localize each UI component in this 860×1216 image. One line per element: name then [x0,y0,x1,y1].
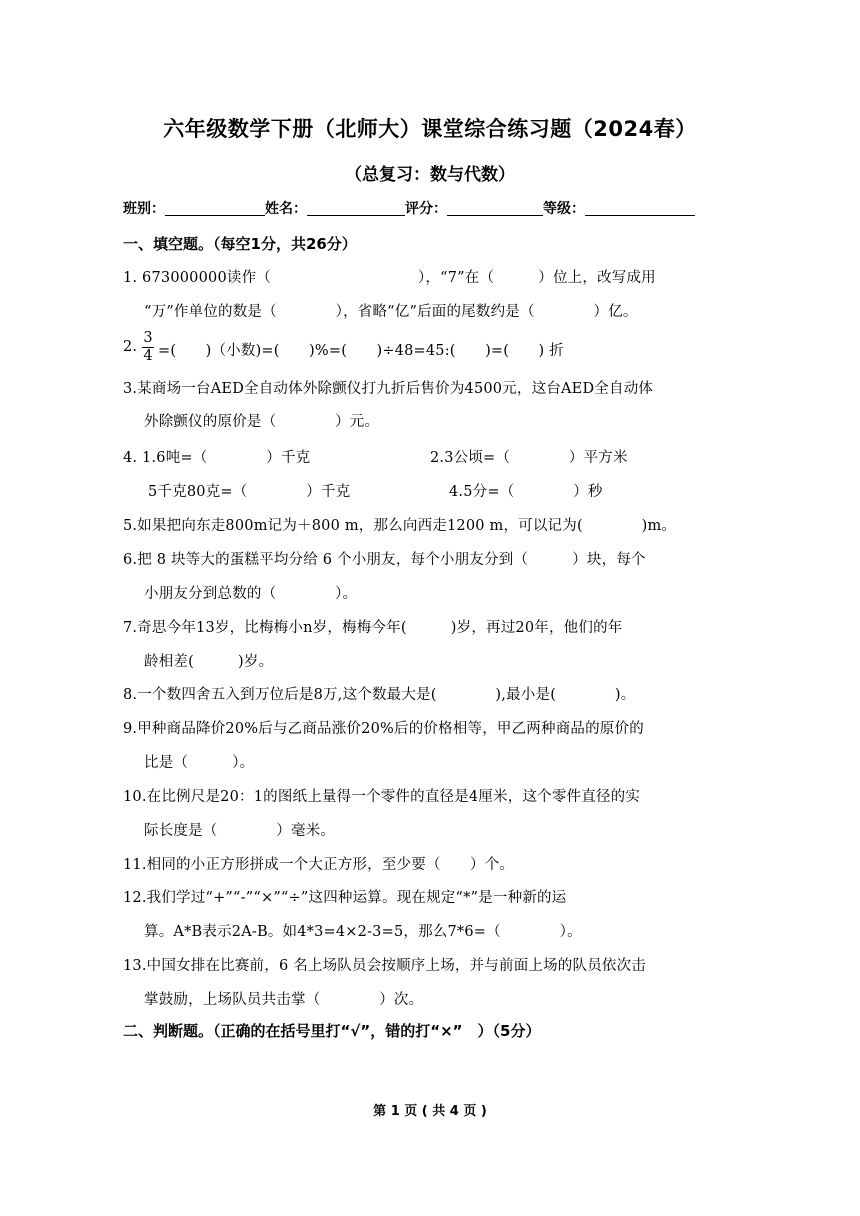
grade-label: 等级： [543,201,585,217]
question-2-text: =( )（小数)=( )%=( )÷48=45:( )=( ) 折 [158,343,564,359]
question-3-line-2: 外除颤仪的原价是（ ）元。 [144,414,380,430]
question-3-line-1: 3.某商场一台AED全自动体外除颤仪打九折后售价为4500元，这台AED全自动体 [123,381,654,397]
question-4-item-4: 4.5分=（ ）秒 [449,484,603,500]
question-9-line-2: 比是（ ）。 [144,755,255,771]
question-4-item-3: 5千克80克=（ ）千克 [148,484,351,500]
name-blank[interactable] [307,201,405,216]
question-4-item-2: 2.3公顷=（ ）平方米 [430,450,628,466]
question-10-line-1: 10.在比例尺是20：1的图纸上量得一个零件的直径是4厘米，这个零件直径的实 [123,789,641,805]
question-13-line-2: 掌鼓励，上场队员共击掌（ ）次。 [144,992,424,1008]
question-6-line-1: 6.把 8 块等大的蛋糕平均分给 6 个小朋友，每个小朋友分到（ ）块，每个 [123,552,646,568]
section-1-title: 一、填空题。（每空1分，共26分） [123,235,357,253]
question-6-line-2: 小朋友分到总数的（ ）。 [144,586,358,602]
question-10-line-2: 际长度是（ ）毫米。 [144,823,336,839]
grade-blank[interactable] [585,201,695,216]
fraction-denominator: 4 [143,348,153,364]
question-12-line-2: 算。A*B表示2A-B。如4*3=4×2-3=5，那么7*6=（ ）。 [144,924,582,940]
question-4-item-1: 4. 1.6吨=（ ）千克 [123,450,311,466]
fraction-three-quarters [141,330,155,365]
page-subtitle: （总复习：数与代数） [345,165,515,185]
section-2-title: 二、判断题。（正确的在括号里打“√”，错的打“×” ）（5分） [123,1022,541,1040]
question-11: 11.相同的小正方形拼成一个大正方形，至少要（ ）个。 [123,857,515,873]
question-5: 5.如果把向东走800m记为＋800 m，那么向西走1200 m，可以记为( )m。 [123,518,677,534]
question-13-line-1: 13.中国女排在比赛前，6 名上场队员会按顺序上场，并与前面上场的队员依次击 [123,958,646,974]
class-blank[interactable] [165,201,265,216]
student-info-row [123,198,695,218]
question-8: 8.一个数四舍五入到万位后是8万,这个数最大是( ),最小是( )。 [123,687,636,703]
question-7-line-1: 7.奇思今年13岁，比梅梅小n岁，梅梅今年( )岁，再过20年，他们的年 [123,620,623,636]
score-label: 评分： [405,201,447,217]
question-1-line-2: “万”作单位的数是（ ），省略“亿”后面的尾数约是（ ）亿。 [144,304,638,320]
question-12-line-1: 12.我们学过“+”“-”“×”“÷”这四种运算。现在规定“*”是一种新的运 [123,890,567,906]
question-9-line-1: 9.甲种商品降价20%后与乙商品涨价20%后的价格相等，甲乙两种商品的原价的 [123,721,644,737]
question-2-number: 2. [123,339,138,355]
question-7-line-2: 龄相差( )岁。 [144,654,274,670]
fraction-numerator: 3 [143,330,153,346]
class-label: 班别： [123,201,165,217]
page-title: 六年级数学下册（北师大）课堂综合练习题（2024春） [163,117,697,141]
name-label: 姓名： [265,201,307,217]
question-1-line-1: 1. 673000000读作（ ），“7”在（ ）位上，改写成用 [123,270,656,286]
score-blank[interactable] [447,201,543,216]
page-footer: 第 1 页 ( 共 4 页 ) [373,1104,487,1119]
